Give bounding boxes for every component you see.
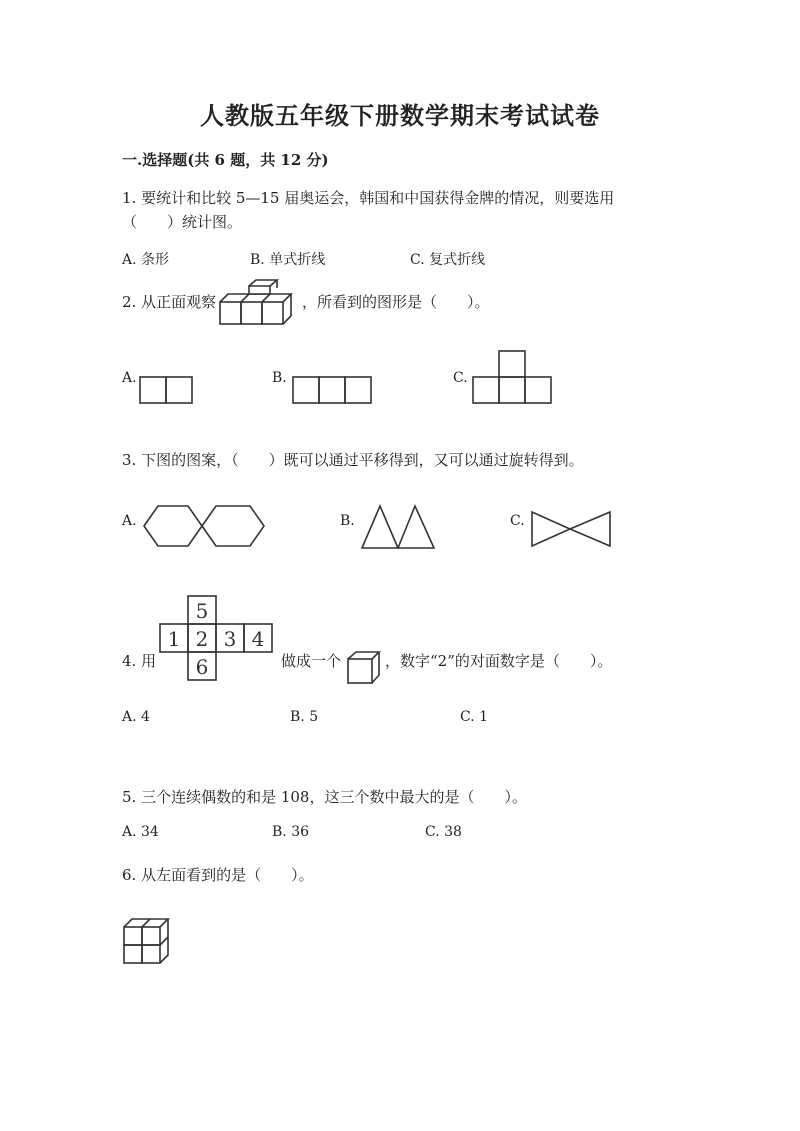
question-5-option-b[interactable]: B. 36 xyxy=(272,824,310,840)
three-squares-figure xyxy=(291,376,373,406)
question-4-option-c[interactable]: C. 1 xyxy=(460,709,489,725)
question-2-option-a[interactable]: A. xyxy=(122,370,137,386)
question-3-option-a[interactable]: A. xyxy=(122,513,137,529)
question-1-option-c[interactable]: C. 复式折线 xyxy=(410,252,486,268)
bowtie-triangles-figure xyxy=(530,510,612,548)
section-heading: 一.选择题(共 6 题，共 12 分) xyxy=(122,151,329,169)
question-2-option-c[interactable]: C. xyxy=(453,370,468,386)
cube-block-3d-figure xyxy=(122,917,172,969)
two-squares-figure xyxy=(138,376,194,406)
page-title: 人教版五年级下册数学期末考试试卷 xyxy=(200,101,600,130)
question-3-option-b[interactable]: B. xyxy=(340,513,355,529)
question-4-text-middle: 做成一个 xyxy=(281,652,342,670)
cube-stack-3d-figure xyxy=(218,286,298,330)
net-number-top: 5 xyxy=(195,599,209,623)
question-1-option-a[interactable]: A. 条形 xyxy=(122,252,170,268)
question-3-text: 3. 下图的图案，（ ）既可以通过平移得到，又可以通过旋转得到。 xyxy=(122,451,584,469)
question-5-option-a[interactable]: A. 34 xyxy=(122,824,159,840)
question-4-option-a[interactable]: A. 4 xyxy=(122,709,150,725)
two-hexagons-figure xyxy=(142,504,268,550)
net-number-center: 2 xyxy=(195,627,209,651)
question-4-text-suffix: ，数字“2”的对面数字是（ ）。 xyxy=(385,652,613,670)
net-number-far-right: 4 xyxy=(251,627,265,651)
question-2-option-b[interactable]: B. xyxy=(272,370,287,386)
question-1-option-b[interactable]: B. 单式折线 xyxy=(250,252,326,268)
question-2-text-suffix: ，所看到的图形是（ ）。 xyxy=(302,293,490,311)
question-6-text: 6. 从左面看到的是（ ）。 xyxy=(122,866,314,884)
question-3-option-c[interactable]: C. xyxy=(510,513,525,529)
cube-icon xyxy=(346,650,382,686)
cube-net-figure xyxy=(158,594,278,686)
question-1-text: 1. 要统计和比较 5—15 届奥运会，韩国和中国获得金牌的情况，则要选用 xyxy=(122,189,615,207)
question-2-text: 2. 从正面观察 xyxy=(122,293,217,311)
question-4-text: 4. 用 xyxy=(122,652,157,670)
question-5-text: 5. 三个连续偶数的和是 108，这三个数中最大的是（ ）。 xyxy=(122,788,527,806)
net-number-right: 3 xyxy=(223,627,237,651)
question-4-option-b[interactable]: B. 5 xyxy=(290,709,319,725)
t-shape-squares-figure xyxy=(471,349,555,405)
net-number-left: 1 xyxy=(167,627,181,651)
question-5-option-c[interactable]: C. 38 xyxy=(425,824,462,840)
two-triangles-figure xyxy=(360,504,436,550)
question-1-text-cont: （ ）统计图。 xyxy=(122,213,243,231)
net-number-bottom: 6 xyxy=(195,655,209,679)
